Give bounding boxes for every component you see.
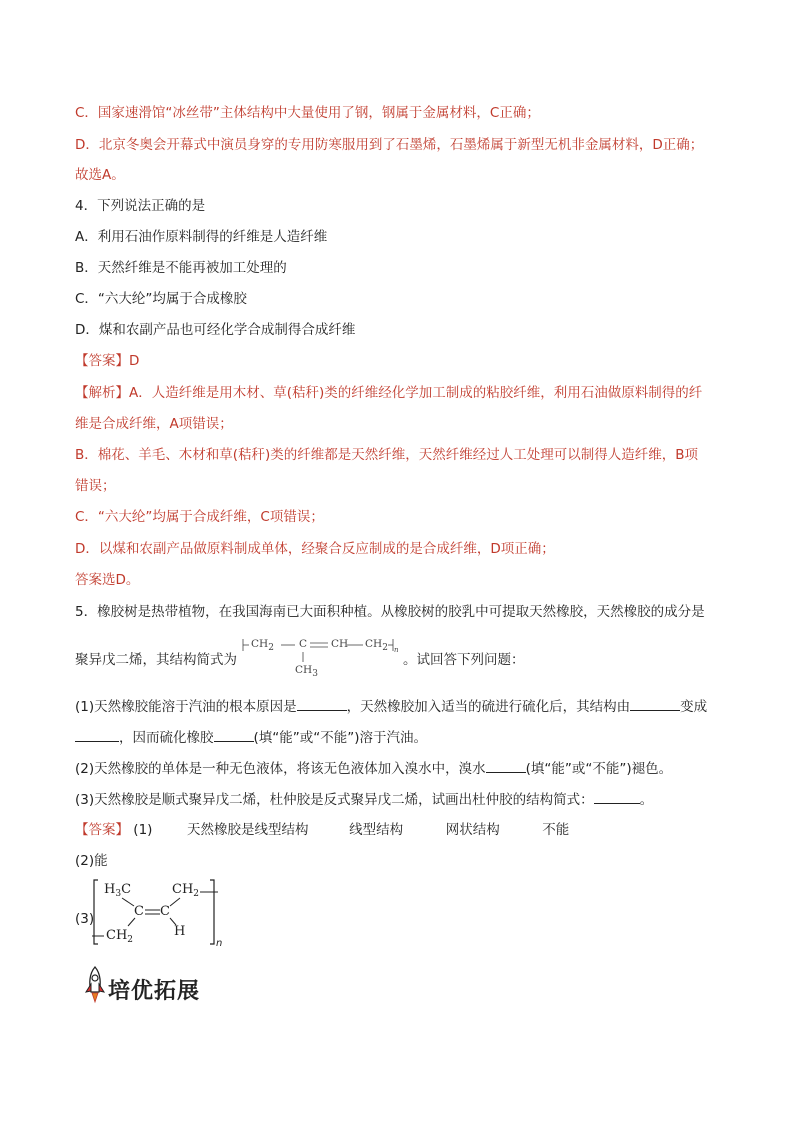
question-5-part3: (3)天然橡胶是顺式聚异戊二烯，杜仲胶是反式聚异戊二烯，试画出杜仲胶的结构简式： 。 [75,792,654,808]
formula-ch2-left: CH2 [251,638,274,653]
analysis-line-b2: 错误； [75,478,116,494]
formula-c-mid: C [299,638,308,650]
formula-ch2-right: CH2 [365,638,388,653]
option-c-explanation: C．国家速滑馆“冰丝带”主体结构中大量使用了钢，钢属于金属材料，C正确； [75,105,540,121]
formula-n: n [394,646,399,654]
section-logo [84,966,224,1006]
answer-5-part3-label: (3) [75,911,95,927]
answer-tag: 【答案】 [75,353,129,369]
analysis-text-a1: A．人造纤维是用木材、草(秸秆)类的纤维经化学加工制成的粘胶纤维，利用石油做原料制得的纤 [129,385,703,401]
answer-5-1a: 天然橡胶是线型结构 [187,822,309,838]
analysis-line-d: D．以煤和农副产品做原料制成单体，经聚合反应制成的是合成纤维，D项正确； [75,541,555,557]
answer-5-tag: 【答案】 [75,822,129,838]
analysis-line-c: C．“六大纶”均属于合成纤维，C项错误； [75,509,324,525]
structure-c1: C [134,904,144,919]
blank-5 [486,759,526,773]
answer-5-1b: 线型结构 [349,822,404,838]
answer-select-d: 答案选D。 [75,572,140,588]
blank-1 [297,697,347,711]
structure-n: n [216,938,223,949]
analysis-line-1 [75,384,702,402]
question-5-part1-line1: (1)天然橡胶能溶于汽油的根本原因是 ，天然橡胶加入适当的硫进行硫化后，其结构由 变成 [75,699,708,715]
question-5-part2: (2)天然橡胶的单体是一种无色液体，将该无色液体加入溴水中，溴水 (填“能”或“不能”)褪色。 [75,761,673,777]
rocket-icon [84,966,106,1004]
option-d-explanation: D．北京冬奥会开幕式中演员身穿的专用防寒服用到了石墨烯，石墨烯属于新型无机非金属材料，D正确； [75,137,704,153]
question-4-option-d: D．煤和农副产品也可经化学合成制得合成纤维 [75,322,356,338]
answer-5-part1-label: (1) [133,822,153,838]
answer-value: D [129,353,140,369]
answer-5-1d: 不能 [542,822,570,838]
analysis-tag: 【解析】 [75,385,129,401]
question-5-stem-line1: 5．橡胶树是热带植物，在我国海南已大面积种植。从橡胶树的胶乳中可提取天然橡胶，天然橡胶的成分是 [75,604,705,620]
question-4-option-a: A．利用石油作原料制得的纤维是人造纤维 [75,229,328,245]
formula-ch: CH [331,638,349,650]
question-4-option-c: C．“六大纶”均属于合成橡胶 [75,291,247,307]
structure-h: H [174,924,186,939]
structure-ch2-top: $CH_2$ [172,882,200,899]
formula-ch3: CH3 [295,664,318,679]
question-5-stem-line2a: 聚异戊二烯，其结构简式为 [75,652,237,668]
section-logo-text: 培优拓展 [108,978,201,1004]
blank-2 [630,697,680,711]
question-4-stem: 4．下列说法正确的是 [75,198,206,214]
question-4-option-b: B．天然纤维是不能再被加工处理的 [75,260,287,276]
structure-ch2-bottom: $CH_2$ [106,928,134,945]
analysis-line-b1: B．棉花、羊毛、木材和草(秸秆)类的纤维都是天然纤维，天然纤维经过人工处理可以制得人造纤维，B项 [75,447,699,463]
blank-4 [214,728,254,742]
analysis-line-2: 维是合成纤维，A项错误； [75,416,233,432]
blank-3 [75,728,119,742]
isoprene-formula [240,632,400,682]
question-5-answer-row [75,821,569,839]
answer-5-1c: 网状结构 [445,822,500,838]
gutta-percha-structure [92,878,232,950]
structure-h3c: $H_3C$ [104,882,132,899]
answer-5-part2: (2)能 [75,853,108,869]
blank-6 [594,790,640,804]
question-4-answer [75,352,139,370]
question-5-part1-line2: ，因而硫化橡胶 (填“能”或“不能”)溶于汽油。 [75,728,427,747]
answer-choose-a: 故选A。 [75,167,125,183]
question-5-stem-line2b: 。试回答下列问题： [403,652,525,668]
structure-c2: C [160,904,170,919]
